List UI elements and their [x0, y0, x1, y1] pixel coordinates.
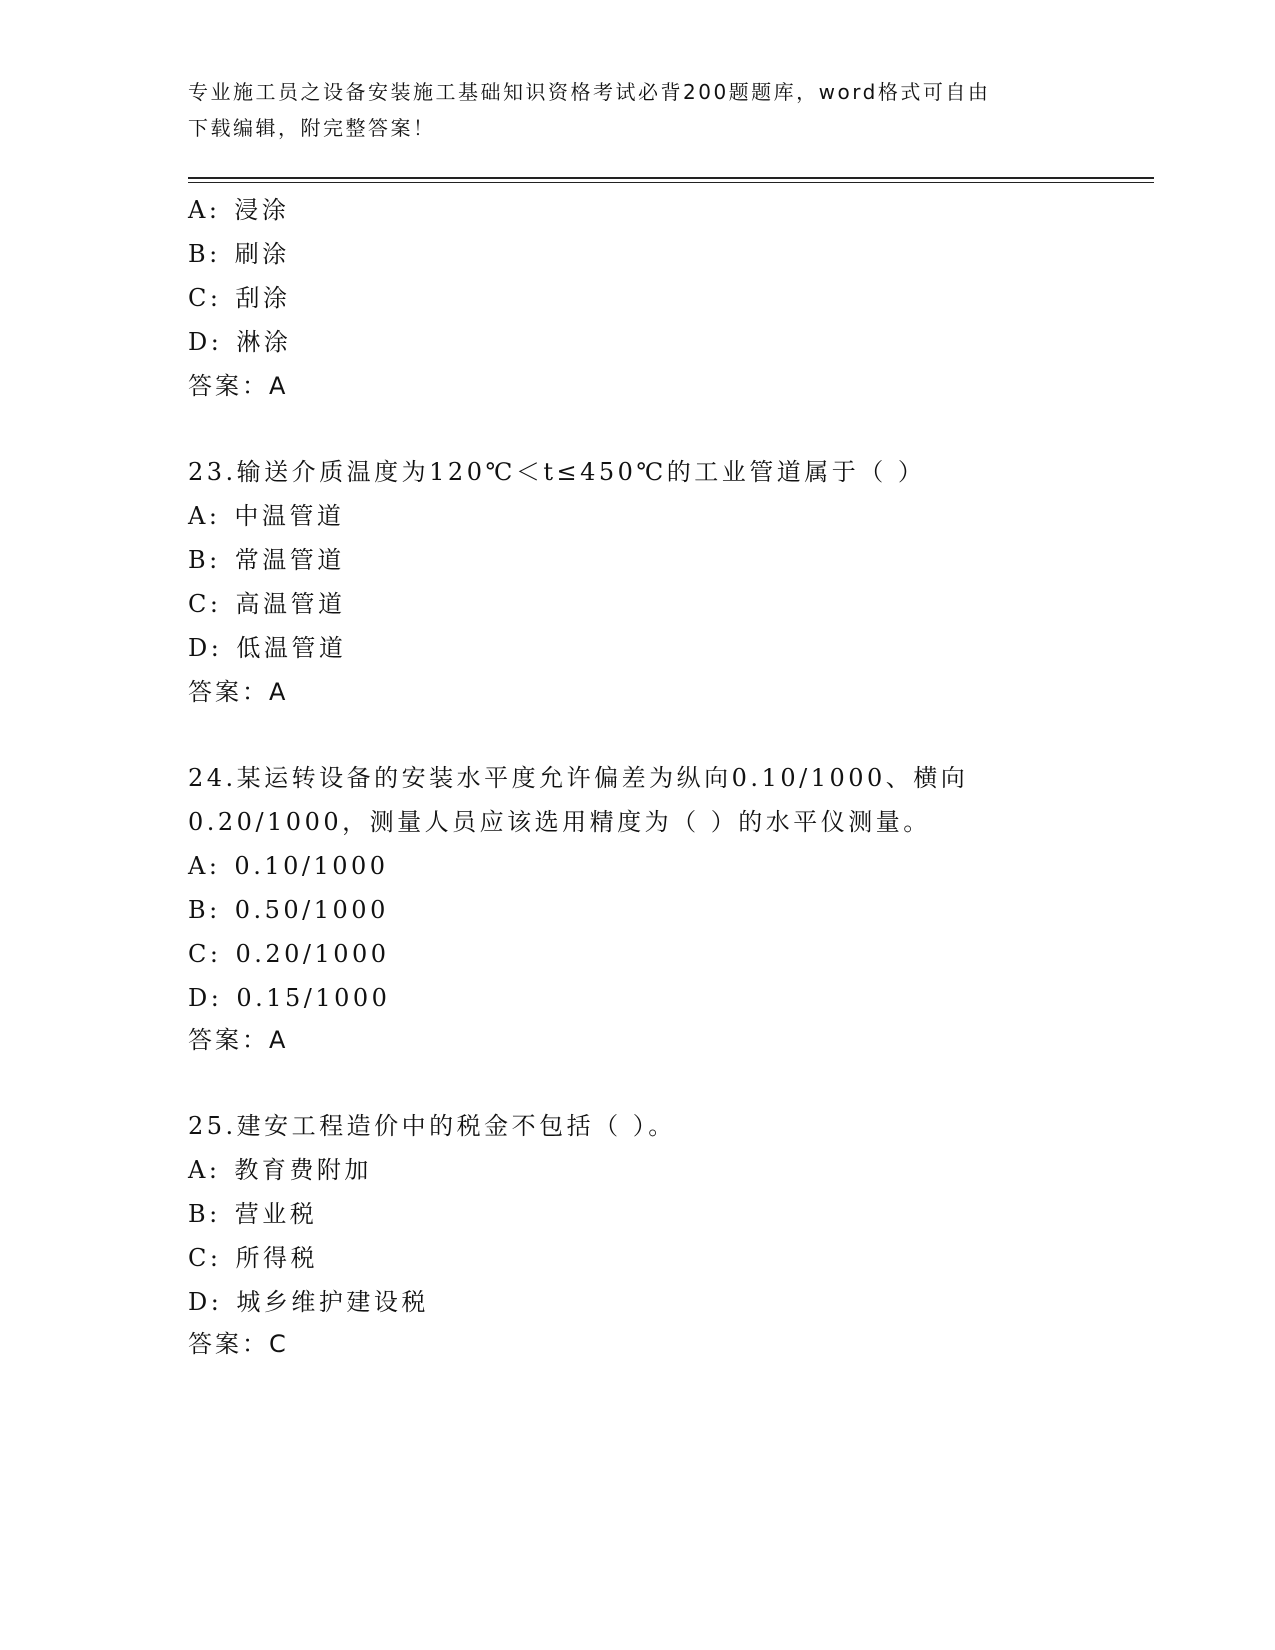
option-row — [188, 588, 345, 620]
option-letter: D: — [188, 634, 223, 662]
option-letter: B: — [188, 240, 221, 268]
document-header — [188, 74, 1088, 146]
question-stem: 23.输送介质温度为120℃＜t≤450℃的工业管道属于（ ） — [188, 458, 926, 486]
option-letter: A: — [188, 196, 221, 224]
option-text: 0.15/1000 — [236, 984, 391, 1012]
option-text: 0.50/1000 — [234, 896, 389, 924]
option-text: 刮涂 — [235, 284, 291, 312]
header-divider-thick — [188, 177, 1154, 179]
option-row — [188, 982, 390, 1014]
option-text: 刷涂 — [234, 240, 290, 268]
option-row — [188, 326, 291, 358]
answer-line: 答案：C — [188, 1330, 289, 1358]
option-text: 高温管道 — [235, 590, 346, 618]
question-stem: 25.建安工程造价中的税金不包括（ ）。 — [188, 1112, 676, 1140]
option-letter: B: — [188, 546, 221, 574]
option-letter: B: — [188, 896, 221, 924]
option-letter: D: — [188, 984, 223, 1012]
answer-line: 答案：A — [188, 678, 289, 706]
option-row — [188, 1154, 372, 1186]
header-title-line-1: 专业施工员之设备安装施工基础知识资格考试必背200题题库，word格式可自由 — [188, 80, 991, 104]
header-title-line-2: 下载编辑，附完整答案！ — [188, 116, 436, 140]
option-row — [188, 938, 390, 970]
option-row — [188, 1242, 318, 1274]
option-row — [188, 850, 389, 882]
option-letter: A: — [188, 502, 221, 530]
option-text: 淋涂 — [236, 328, 292, 356]
option-text: 所得税 — [235, 1244, 318, 1272]
option-text: 0.20/1000 — [235, 940, 390, 968]
option-text: 营业税 — [234, 1200, 318, 1228]
option-text: 低温管道 — [236, 634, 347, 662]
option-text: 0.10/1000 — [234, 852, 389, 880]
question-stem: 24.某运转设备的安装水平度允许偏差为纵向0.10/1000、横向 — [188, 764, 969, 792]
option-row — [188, 1286, 429, 1318]
option-letter: C: — [188, 940, 222, 968]
option-row — [188, 194, 289, 226]
option-row — [188, 238, 290, 270]
option-letter: D: — [188, 1288, 223, 1316]
option-letter: C: — [188, 284, 222, 312]
option-letter: A: — [188, 852, 221, 880]
answer-line: 答案：A — [188, 372, 289, 400]
option-row — [188, 544, 345, 576]
option-text: 城乡维护建设税 — [236, 1288, 429, 1316]
header-divider-thin — [188, 182, 1154, 183]
option-text: 常温管道 — [234, 546, 345, 574]
option-text: 中温管道 — [234, 502, 345, 530]
option-letter: B: — [188, 1200, 221, 1228]
option-letter: D: — [188, 328, 223, 356]
question-stem-continued: 0.20/1000，测量人员应该选用精度为（ ）的水平仪测量。 — [188, 808, 931, 836]
option-letter: C: — [188, 590, 222, 618]
answer-line: 答案：A — [188, 1026, 289, 1054]
option-row — [188, 1198, 317, 1230]
option-letter: C: — [188, 1244, 222, 1272]
option-row — [188, 632, 346, 664]
option-row — [188, 894, 389, 926]
option-letter: A: — [188, 1156, 221, 1184]
option-row — [188, 500, 344, 532]
option-text: 浸涂 — [234, 196, 290, 224]
option-text: 教育费附加 — [234, 1156, 372, 1184]
option-row — [188, 282, 290, 314]
